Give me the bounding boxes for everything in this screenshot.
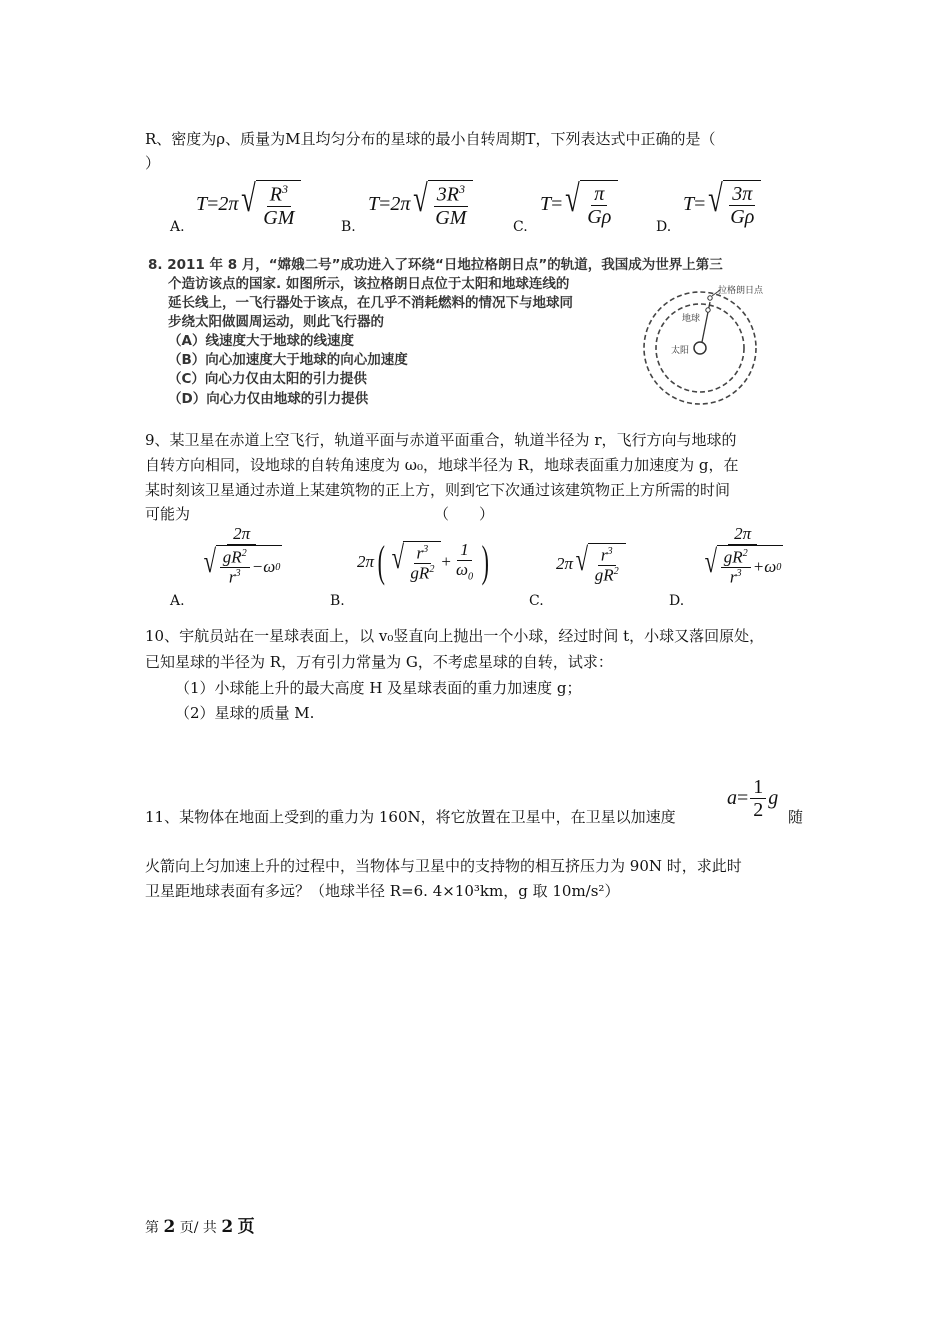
q8-option-c: （C）向心力仅由太阳的引力提供 [168,371,367,387]
q7-option-c-label: C. [513,219,528,235]
q8-line-3: 延长线上，一飞行器处于该点，在几乎不消耗燃料的情况下与地球同 [168,295,573,311]
q9-option-b-label: B. [330,593,345,609]
q8-line-1: 8. 2011 年 8 月，“嫦娥二号”成功进入了环绕“日地拉格朗日点”的轨道，我国成为世界上第三 [148,257,723,273]
sun-label: 太阳 [671,346,690,356]
q10-sub-question-2: （2）星球的质量 M. [175,704,315,722]
earth-label: 地球 [682,314,701,324]
footer-text-c: 页 [237,1217,255,1237]
lagrange-point-icon [708,296,712,300]
q9-answer-paren: （ ） [434,505,495,523]
q11-acceleration-formula: a = $\frac{1}{2}$ g [727,776,779,821]
q10-line-1: 10、宇航员站在一星球表面上，以 v₀竖直向上抛出一个小球，经过时间 t，小球又落回原处， [145,627,765,645]
q8-orbit-diagram [640,280,790,410]
sun-icon [694,342,706,354]
q11-line-2: 火箭向上匀加速上升的过程中，当物体与卫星中的支持物的相互挤压力为 90N 时，求此时 [145,857,742,875]
q11-line-3: 卫星距地球表面有多远？（地球半径 R=6. 4×10³km，g 取 10m/s²） [145,882,620,900]
q10-line-2: 已知星球的半径为 R，万有引力常量为 G，不考虑星球的自转，试求： [145,653,613,671]
q9-line-2: 自转方向相同，设地球的自转角速度为 ω₀，地球半径为 R，地球表面重力加速度为 g，在 [145,456,739,474]
q7-option-a-label: A. [170,219,185,235]
q9-option-c-formula: 2π √ $\frac{r^3}{gR^2}$ [556,543,626,586]
q9-option-a-formula: 2π √ $\frac{gR^2}{r^3}$ −ω 0 [203,524,281,587]
q7-option-b-label: B. [341,219,356,235]
q9-option-c-label: C. [529,593,544,609]
q9-line-1: 9、某卫星在赤道上空飞行，轨道平面与赤道平面重合，轨道半径为 r，飞行方向与地球的 [145,431,737,449]
q7-option-b-formula: T = 2π √ $\frac{3R^3}{GM}$ [368,180,473,229]
footer-text-b: 页/ 共 [179,1220,217,1236]
q7-option-c-formula: T = √ $\frac{\pi}{G\rho}$ [540,180,618,228]
q10-sub-question-1: （1）小球能上升的最大高度 H 及星球表面的重力加速度 g； [175,679,582,697]
q8-orbit-figure [640,280,790,410]
q7-option-a-formula: T = 2π √ $\frac{R^3}{GM}$ [196,180,301,229]
footer-text-a: 第 [145,1220,159,1236]
earth-icon [706,308,710,312]
footer-page-number: 2 [163,1217,176,1237]
q9-option-a-label: A. [170,593,185,609]
q8-option-d: （D）向心力仅由地球的引力提供 [168,391,369,407]
q8-option-b: （B）向心加速度大于地球的向心加速度 [168,352,408,368]
q8-line-2: 个造访该点的国家. 如图所示，该拉格朗日点位于太阳和地球连线的 [168,276,570,292]
footer-total-pages: 2 [221,1217,234,1237]
q8-option-a: （A）线速度大于地球的线速度 [168,333,354,349]
q11-line-1-end: 随 [788,808,804,826]
q9-option-d-formula: 2π √ $\frac{gR^2}{r^3}$ +ω 0 [704,524,782,587]
q9-option-d-label: D. [669,593,685,609]
q7-option-d-label: D. [656,219,672,235]
q11-line-1: 11、某物体在地面上受到的重力为 160N，将它放置在卫星中，在卫星以加速度 [145,808,676,826]
lagrange-point-label: 拉格朗日点 [718,286,764,296]
q7-line-1: R、密度为ρ、质量为M且均匀分布的星球的最小自转周期T，下列表达式中正确的是（ [145,130,716,148]
q7-option-d-formula: T = √ $\frac{3\pi}{G\rho}$ [683,180,761,228]
page-footer [145,1212,255,1237]
q7-line-2: ） [145,154,161,172]
q9-line-3: 某时刻该卫星通过赤道上某建筑物的正上方，则到它下次通过该建筑物正上方所需的时间 [145,481,731,499]
q9-option-b-formula: 2π ( √ $\frac{r^3}{gR^2}$ + $\frac{1}{\omega_0}$ ) [357,537,490,586]
q9-line-4: 可能为 [145,505,191,523]
q8-line-4: 步绕太阳做圆周运动，则此飞行器的 [168,314,384,330]
